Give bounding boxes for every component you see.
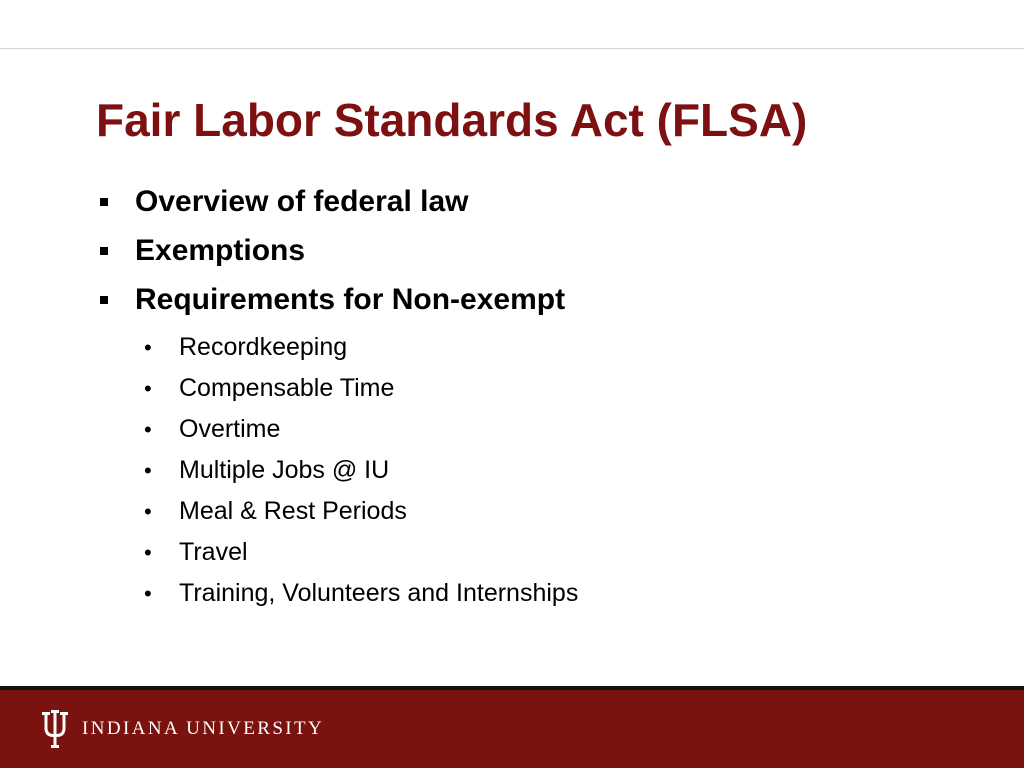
subbullet-item (96, 573, 976, 614)
subbullet-group (96, 327, 976, 614)
subbullet-item (96, 409, 976, 450)
dot-bullet-icon: • (144, 376, 152, 401)
university-name: INDIANA UNIVERSITY (82, 718, 325, 739)
subbullet-list (96, 327, 976, 614)
bullet-text: Overview of federal law (135, 185, 469, 218)
dot-bullet-icon: • (144, 581, 152, 606)
dot-bullet-icon: • (144, 335, 152, 360)
bullet-item (96, 278, 976, 327)
subbullet-text: Multiple Jobs @ IU (179, 456, 390, 484)
subbullet-text: Recordkeeping (179, 333, 348, 361)
square-bullet-icon (100, 198, 108, 206)
subbullet-item (96, 327, 976, 368)
dot-bullet-icon: • (144, 540, 152, 565)
subbullet-item (96, 491, 976, 532)
subbullet-item (96, 532, 976, 573)
dot-bullet-icon: • (144, 499, 152, 524)
subbullet-text: Meal & Rest Periods (179, 497, 407, 525)
square-bullet-icon (100, 296, 108, 304)
bullet-item (96, 229, 976, 278)
square-bullet-icon (100, 247, 108, 255)
bullet-list (96, 180, 976, 614)
subbullet-item (96, 450, 976, 491)
iu-trident-logo-icon (40, 710, 70, 750)
subbullet-item (96, 368, 976, 409)
dot-bullet-icon: • (144, 458, 152, 483)
bullet-item (96, 180, 976, 229)
subbullet-text: Training, Volunteers and Internships (179, 579, 579, 607)
top-divider (0, 48, 1024, 49)
dot-bullet-icon: • (144, 417, 152, 442)
footer-band (0, 686, 1024, 768)
bullet-text: Exemptions (135, 234, 306, 267)
subbullet-text: Overtime (179, 415, 281, 443)
bullet-text: Requirements for Non-exempt (135, 283, 566, 316)
slide-title: Fair Labor Standards Act (FLSA) (96, 94, 808, 146)
subbullet-text: Travel (179, 538, 248, 566)
subbullet-text: Compensable Time (179, 374, 395, 402)
